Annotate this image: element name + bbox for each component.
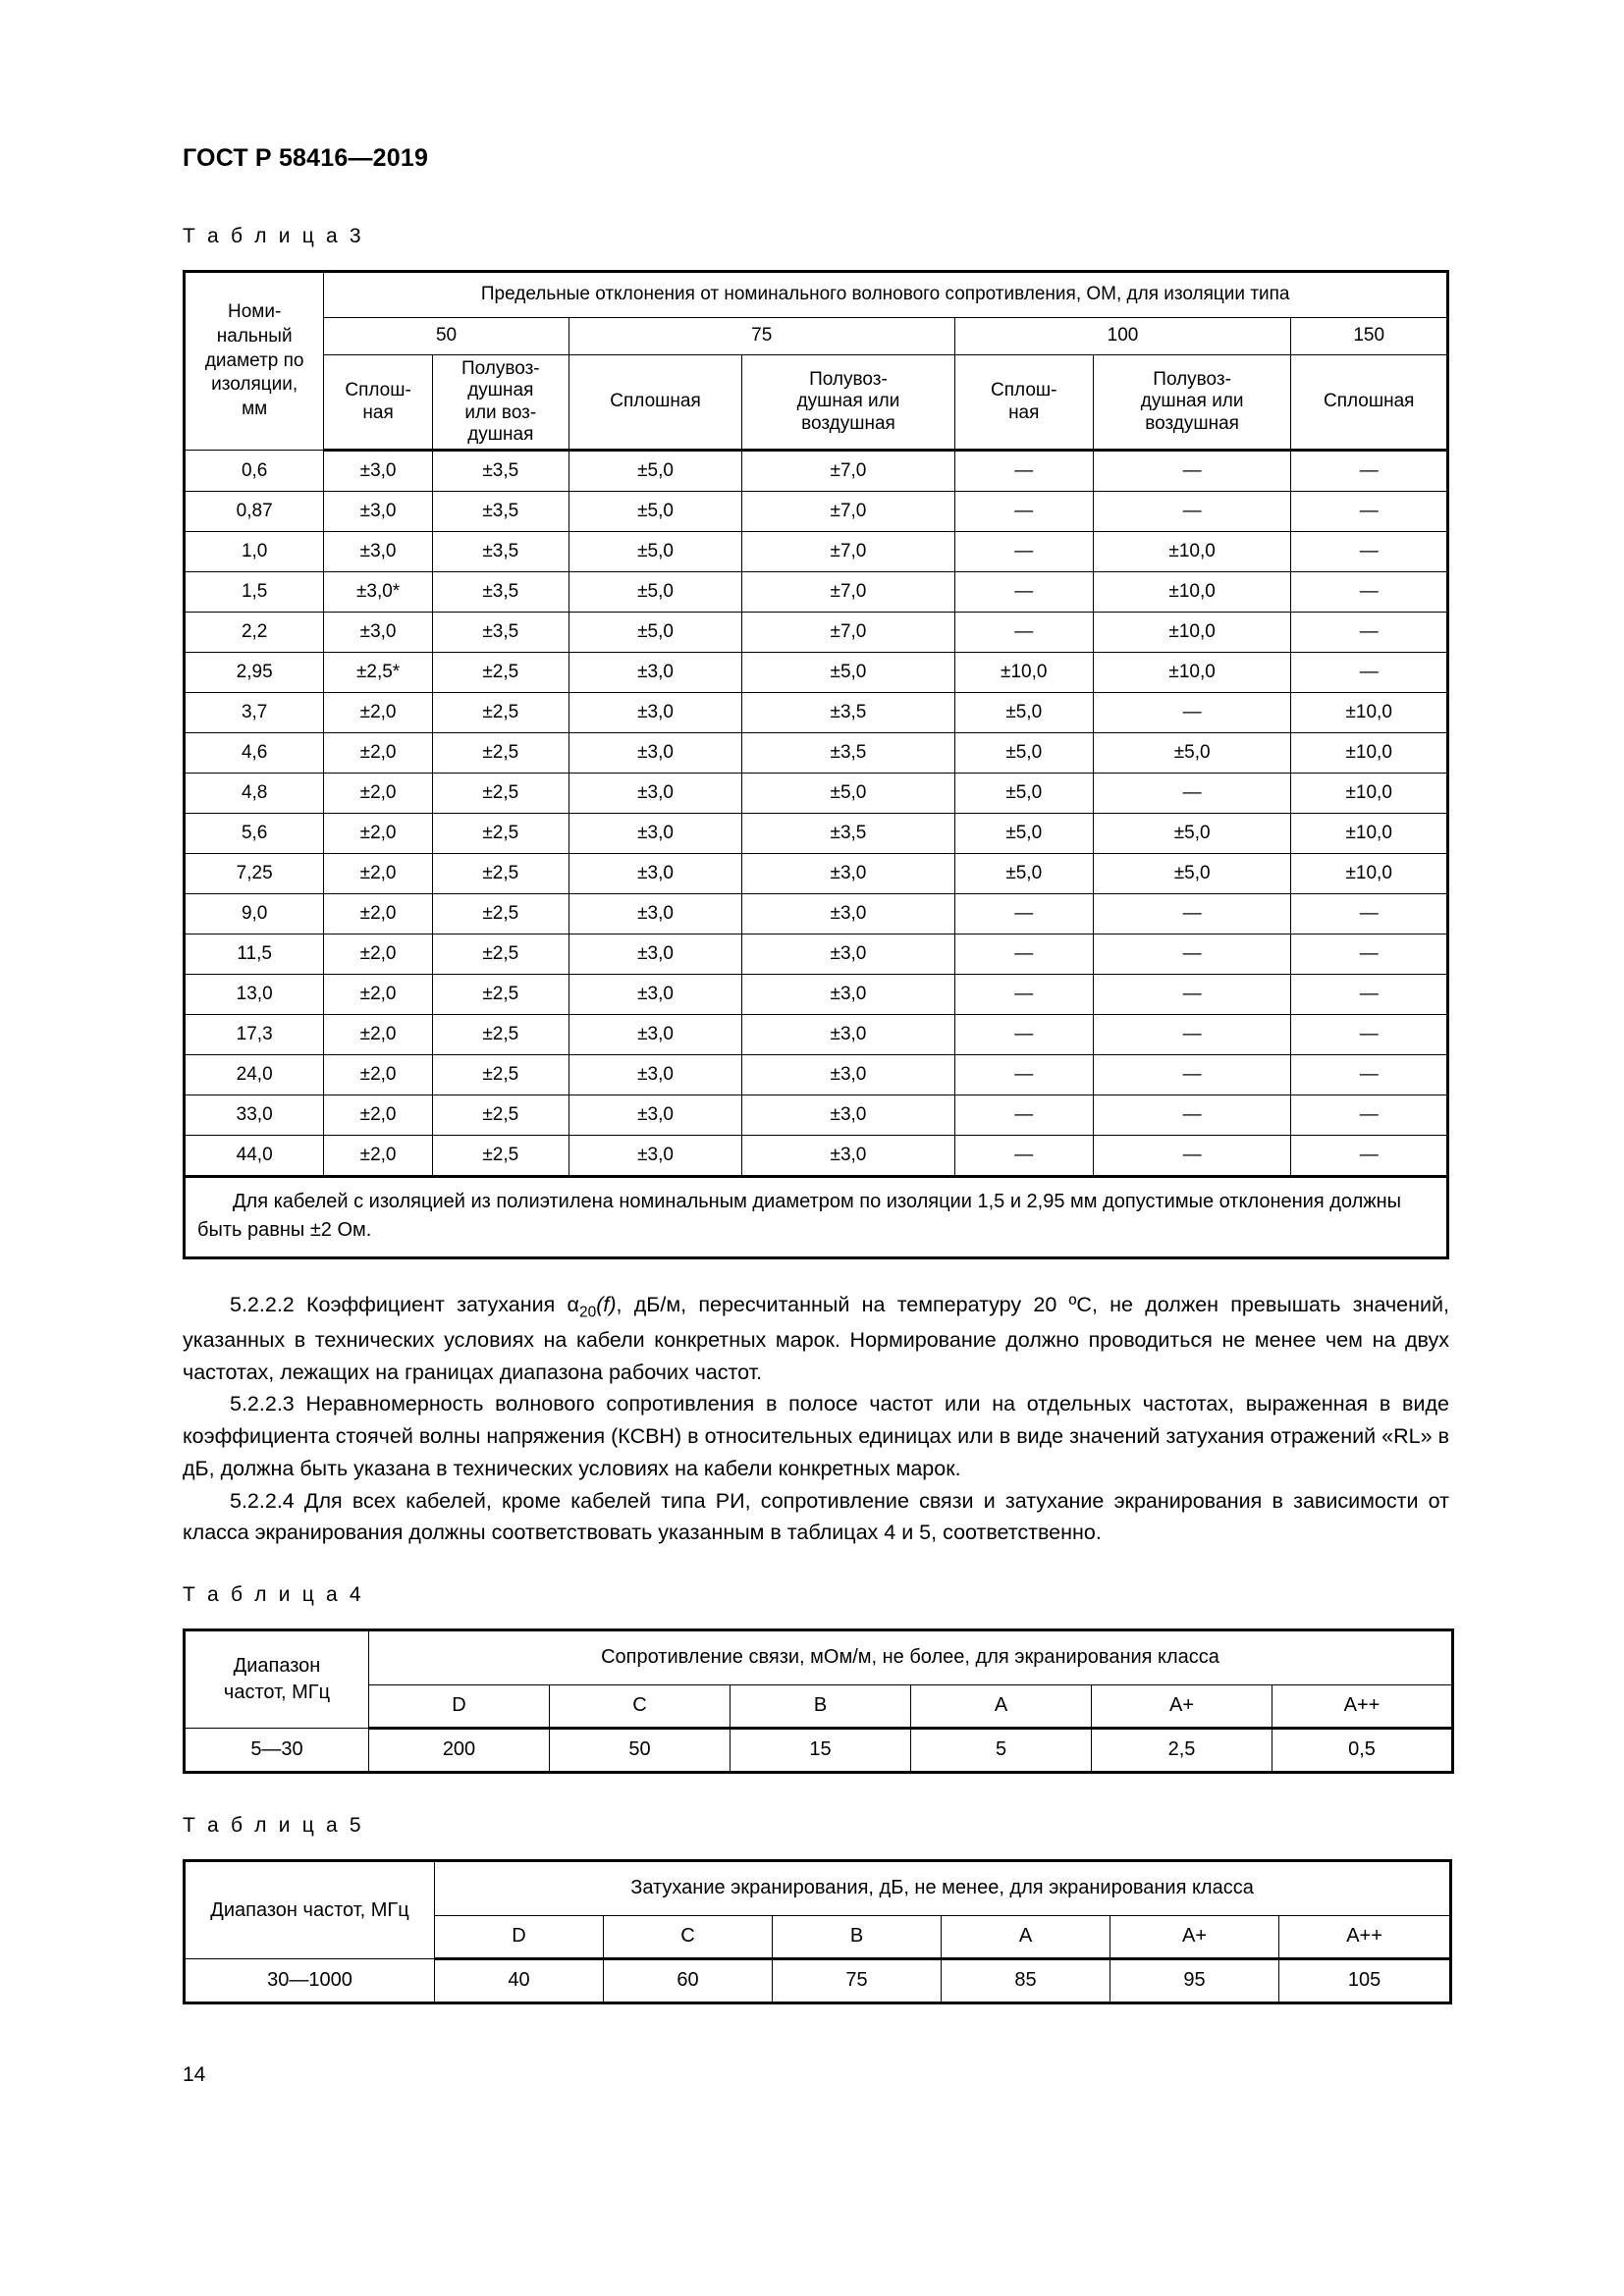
table3-cell-value: ±3,0 (742, 854, 954, 894)
table3-cell-value: — (954, 1095, 1093, 1136)
table3-caption: Т а б л и ц а 3 (183, 224, 364, 247)
table3-cell-value: ±5,0 (954, 693, 1093, 733)
table3-cell-value: — (954, 1136, 1093, 1177)
table3-subheader-4: Сплош- ная (954, 354, 1093, 451)
table3-cell-value: ±5,0 (954, 774, 1093, 814)
table3-cell-value: — (1291, 934, 1448, 975)
table3-cell-value: ±2,5 (432, 854, 568, 894)
table4-cell-value: 50 (550, 1729, 731, 1773)
table4-row (185, 1729, 1453, 1773)
table3-cell-value: — (954, 572, 1093, 613)
table4-cell-value: 5 (911, 1729, 1092, 1773)
table3-cell-value: — (954, 492, 1093, 532)
table5-cell-value: 95 (1110, 1959, 1279, 2003)
table3-cell-value: ±3,5 (432, 532, 568, 572)
table3-subheader-5: Полувоз- душная или воздушная (1093, 354, 1291, 451)
table3-cell-value: ±2,5 (432, 1136, 568, 1177)
table3-cell-value: ±7,0 (742, 532, 954, 572)
page-number: 14 (183, 2063, 206, 2086)
table3-cell-value: ±2,5* (324, 653, 432, 693)
table3-cell-value: ±3,0 (568, 894, 742, 934)
table5-class-Ap: A+ (1110, 1916, 1279, 1959)
table4-row-label: Диапазон частот, МГц (185, 1630, 369, 1729)
table3-cell-value: ±2,5 (432, 975, 568, 1015)
table3-cell-value: ±2,0 (324, 934, 432, 975)
table3-cell-value: ±3,5 (742, 733, 954, 774)
table4-header-row-2 (185, 1685, 1453, 1729)
table3-cell-value: ±10,0 (1093, 613, 1291, 653)
table5-cell-value: 40 (435, 1959, 604, 2003)
table3-subheader-3: Полувоз- душная или воздушная (742, 354, 954, 451)
table3-cell-diameter: 5,6 (185, 814, 324, 854)
table3-cell-value: — (1291, 572, 1448, 613)
table3-footnote: Для кабелей с изоляцией из полиэтилена номинальным диаметром по изоляции 1,5 и 2,95 мм допустимые отклонения должны быть равны ±2 Ом. (185, 1177, 1448, 1258)
table3-cell-value: ±2,5 (432, 934, 568, 975)
table3-cell-value: — (1291, 532, 1448, 572)
table3-cell-value: ±3,0 (324, 451, 432, 492)
table3-cell-value: ±2,5 (432, 1055, 568, 1095)
table4-cell-value: 200 (369, 1729, 550, 1773)
table4-header-row-1 (185, 1630, 1453, 1685)
para-5222-part-b: , дБ/м, пересчитанный на температуру 20 ºС, не должен превышать значений, указанных в технических условиях на кабели конкретных марок. Нормирование должно проводиться не менее чем на двух частотах, лежащих на границах диапазона рабочих частот. (183, 1293, 1450, 1384)
table-5 (183, 1859, 1452, 2004)
table3-cell-value: — (954, 532, 1093, 572)
para-5222-subscript: 20 (578, 1304, 597, 1321)
table4-class-B: B (731, 1685, 911, 1729)
table3-cell-value: ±5,0 (1093, 733, 1291, 774)
table3-cell-value: ±5,0 (568, 613, 742, 653)
table3-cell-value: — (954, 975, 1093, 1015)
table3-cell-value: ±5,0 (1093, 814, 1291, 854)
table3-cell-value: ±3,0* (324, 572, 432, 613)
table3-cell-value: ±3,5 (742, 693, 954, 733)
table3-row (185, 733, 1448, 774)
table3-subheader-6: Сплошная (1291, 354, 1448, 451)
table3-cell-value: ±3,5 (432, 613, 568, 653)
table3-cell-value: — (1093, 492, 1291, 532)
table3-cell-value: — (1093, 1055, 1291, 1095)
table3-cell-value: — (1093, 894, 1291, 934)
table4-class-D: D (369, 1685, 550, 1729)
table5-row-label: Диапазон частот, МГц (185, 1861, 435, 1959)
table3-cell-value: ±10,0 (1093, 532, 1291, 572)
table3-cell-value: ±5,0 (954, 733, 1093, 774)
table3-cell-value: — (1093, 693, 1291, 733)
table3-body (185, 451, 1448, 1177)
table3-cell-value: ±3,0 (568, 733, 742, 774)
table3-cell-diameter: 24,0 (185, 1055, 324, 1095)
table3-cell-value: — (1291, 613, 1448, 653)
table4-class-App: A++ (1272, 1685, 1453, 1729)
table3-cell-value: ±3,0 (568, 1015, 742, 1055)
table3-cell-value: ±3,0 (742, 894, 954, 934)
table4-cell-range: 5—30 (185, 1729, 369, 1773)
para-5222-part-a: 5.2.2.2 Коэффициент затухания α (230, 1293, 579, 1317)
table3-cell-diameter: 7,25 (185, 854, 324, 894)
table3-cell-value: ±3,0 (568, 814, 742, 854)
table-4 (183, 1629, 1454, 1774)
table3-cell-value: ±3,0 (568, 1055, 742, 1095)
table3-cell-value: ±10,0 (1291, 774, 1448, 814)
paragraph-5-2-2-4: 5.2.2.4 Для всех кабелей, кроме кабелей типа РИ, сопротивление связи и затухание экранирования в зависимости от класса экранирования должны соответствовать указанным в таблицах 4 и 5, соответственно. (183, 1488, 1449, 1545)
table3-cell-diameter: 33,0 (185, 1095, 324, 1136)
table3-cell-value: ±3,0 (742, 1136, 954, 1177)
table3-cell-value: ±2,0 (324, 1015, 432, 1055)
table3-cell-value: ±10,0 (1291, 733, 1448, 774)
table4-caption: Т а б л и ц а 4 (183, 1582, 364, 1606)
table3-cell-value: ±5,0 (568, 451, 742, 492)
table3-cell-value: — (1291, 1136, 1448, 1177)
table3-row (185, 572, 1448, 613)
table3-cell-value: — (954, 934, 1093, 975)
table3-cell-value: — (1093, 934, 1291, 975)
table3-cell-value: ±3,0 (324, 532, 432, 572)
table3-cell-value: ±5,0 (954, 814, 1093, 854)
table3-row (185, 774, 1448, 814)
table3-row (185, 1136, 1448, 1177)
table3-group-150: 150 (1291, 317, 1448, 354)
table5-class-App: A++ (1279, 1916, 1451, 1959)
table3-cell-diameter: 44,0 (185, 1136, 324, 1177)
table3-row (185, 894, 1448, 934)
table3-cell-value: — (1093, 1015, 1291, 1055)
table3-cell-value: ±2,5 (432, 1095, 568, 1136)
table3-row (185, 1095, 1448, 1136)
table5-caption: Т а б л и ц а 5 (183, 1814, 364, 1838)
table3-cell-value: ±5,0 (1093, 854, 1291, 894)
table3-cell-value: — (954, 613, 1093, 653)
table3-cell-value: ±10,0 (1093, 653, 1291, 693)
table3-cell-value: ±3,5 (432, 451, 568, 492)
table3-cell-diameter: 0,6 (185, 451, 324, 492)
table3-cell-value: ±3,5 (432, 572, 568, 613)
table4-cell-value: 15 (731, 1729, 911, 1773)
table4-class-A: A (911, 1685, 1092, 1729)
table3-cell-value: ±3,0 (742, 1095, 954, 1136)
table3-row (185, 975, 1448, 1015)
table3-cell-value: ±5,0 (568, 492, 742, 532)
table3-cell-value: — (1291, 894, 1448, 934)
table3-cell-value: ±2,5 (432, 653, 568, 693)
table-3 (183, 270, 1449, 1260)
table5-class-C: C (604, 1916, 773, 1959)
table3-cell-value: ±5,0 (954, 854, 1093, 894)
table5-cell-value: 85 (942, 1959, 1110, 2003)
table3-cell-value: ±5,0 (742, 653, 954, 693)
table3-cell-value: ±3,5 (742, 814, 954, 854)
table3-cell-value: — (1093, 1136, 1291, 1177)
table3-cell-value: ±3,0 (568, 1095, 742, 1136)
table3-row (185, 854, 1448, 894)
table5-class-B: B (773, 1916, 942, 1959)
table3-cell-value: ±3,0 (568, 975, 742, 1015)
table3-row (185, 693, 1448, 733)
table3-cell-value: ±2,5 (432, 774, 568, 814)
document-header: ГОСТ Р 58416—2019 (183, 144, 429, 172)
table3-cell-value: ±3,0 (568, 934, 742, 975)
table3-cell-diameter: 0,87 (185, 492, 324, 532)
table4-class-Ap: A+ (1092, 1685, 1272, 1729)
table3-cell-value: — (1291, 653, 1448, 693)
table3-cell-value: ±2,5 (432, 693, 568, 733)
table3-cell-value: ±7,0 (742, 572, 954, 613)
table3-cell-diameter: 3,7 (185, 693, 324, 733)
table3-subheader-2: Сплошная (568, 354, 742, 451)
table3-row-label: Номи- нальный диаметр по изоляции, мм (185, 271, 324, 451)
table3-cell-value: ±5,0 (568, 532, 742, 572)
table3-cell-value: — (1291, 975, 1448, 1015)
table4-header-span: Сопротивление связи, мОм/м, не более, для экранирования класса (369, 1630, 1453, 1685)
table3-group-75: 75 (568, 317, 954, 354)
table3-cell-value: ±3,0 (568, 854, 742, 894)
table3-cell-diameter: 4,6 (185, 733, 324, 774)
table3-group-50: 50 (324, 317, 568, 354)
table3-cell-value: ±2,0 (324, 733, 432, 774)
table4-cell-value: 0,5 (1272, 1729, 1453, 1773)
table3-cell-value: ±2,0 (324, 975, 432, 1015)
table3-cell-value: ±2,5 (432, 733, 568, 774)
table3-cell-value: ±3,0 (742, 934, 954, 975)
table5-cell-range: 30—1000 (185, 1959, 435, 2003)
table3-cell-diameter: 1,0 (185, 532, 324, 572)
table3-cell-value: ±3,0 (742, 1015, 954, 1055)
table3-cell-value: — (1291, 451, 1448, 492)
table3-cell-diameter: 2,2 (185, 613, 324, 653)
table5-header-row-1 (185, 1861, 1451, 1916)
table3-cell-value: ±3,0 (568, 1136, 742, 1177)
table3-cell-value: — (1291, 1055, 1448, 1095)
table3-cell-value: ±3,0 (324, 492, 432, 532)
table3-cell-value: ±7,0 (742, 613, 954, 653)
page-content (183, 145, 1449, 2004)
table3-cell-value: ±3,5 (432, 492, 568, 532)
paragraph-5-2-2-3: 5.2.2.3 Неравномерность волнового сопротивления в полосе частот или на отдельных частотах, выраженная в виде коэффициента стоячей волны напряжения (КСВН) в относительных единицах или в виде значений затухания отражений «RL» в дБ, должна быть указана в технических условиях на кабели конкретных марок. (183, 1392, 1449, 1480)
table5-cell-value: 75 (773, 1959, 942, 2003)
table3-cell-value: ±2,0 (324, 814, 432, 854)
table3-cell-value: ±2,0 (324, 894, 432, 934)
table3-cell-value: ±3,0 (324, 613, 432, 653)
table4-body (185, 1729, 1453, 1773)
table3-cell-value: ±2,5 (432, 1015, 568, 1055)
table3-cell-value: — (1291, 1095, 1448, 1136)
table3-row (185, 814, 1448, 854)
para-5222-f: (f) (596, 1293, 617, 1317)
table3-cell-diameter: 13,0 (185, 975, 324, 1015)
table3-footnote-row (185, 1177, 1448, 1258)
table3-cell-value: ±2,0 (324, 854, 432, 894)
table3-row (185, 1015, 1448, 1055)
table3-cell-value: ±5,0 (742, 774, 954, 814)
table5-row (185, 1959, 1451, 2003)
paragraph-5-2-2-2 (183, 1289, 1449, 1388)
table3-row (185, 492, 1448, 532)
table3-cell-value: ±7,0 (742, 451, 954, 492)
table3-cell-value: ±10,0 (954, 653, 1093, 693)
table3-cell-value: — (1093, 451, 1291, 492)
table3-cell-value: — (1291, 492, 1448, 532)
table5-header-span: Затухание экранирования, дБ, не менее, для экранирования класса (435, 1861, 1451, 1916)
table3-cell-value: ±2,0 (324, 693, 432, 733)
table3-cell-diameter: 1,5 (185, 572, 324, 613)
table3-cell-diameter: 2,95 (185, 653, 324, 693)
table3-cell-value: — (954, 1055, 1093, 1095)
table3-cell-value: ±2,5 (432, 894, 568, 934)
table3-header-row-3 (185, 354, 1448, 451)
table3-cell-value: ±2,0 (324, 1095, 432, 1136)
table3-cell-diameter: 11,5 (185, 934, 324, 975)
table3-row (185, 934, 1448, 975)
table3-cell-value: ±10,0 (1291, 854, 1448, 894)
table3-cell-diameter: 17,3 (185, 1015, 324, 1055)
table3-cell-value: ±3,0 (742, 975, 954, 1015)
table5-class-A: A (942, 1916, 1110, 1959)
table3-header-span: Предельные отклонения от номинального волнового сопротивления, ОМ, для изоляции типа (324, 271, 1448, 317)
table3-cell-value: ±2,0 (324, 1136, 432, 1177)
table3-row (185, 653, 1448, 693)
table3-cell-value: — (1093, 774, 1291, 814)
table3-header-row-1 (185, 271, 1448, 317)
table4-cell-value: 2,5 (1092, 1729, 1272, 1773)
table3-cell-value: — (954, 451, 1093, 492)
table3-cell-value: — (1093, 1095, 1291, 1136)
table3-cell-value: ±10,0 (1291, 693, 1448, 733)
table3-cell-diameter: 4,8 (185, 774, 324, 814)
table3-group-100: 100 (954, 317, 1291, 354)
table3-row (185, 451, 1448, 492)
table3-row (185, 1055, 1448, 1095)
table3-cell-value: — (1093, 975, 1291, 1015)
table5-cell-value: 60 (604, 1959, 773, 2003)
table3-cell-value: ±3,0 (568, 653, 742, 693)
table3-cell-value: ±3,0 (568, 693, 742, 733)
table5-body (185, 1959, 1451, 2003)
table3-cell-value: ±5,0 (568, 572, 742, 613)
table5-class-D: D (435, 1916, 604, 1959)
table3-subheader-1: Полувоз- душная или воз- душная (432, 354, 568, 451)
table3-row (185, 613, 1448, 653)
table3-cell-value: ±3,0 (568, 774, 742, 814)
table3-cell-value: ±2,0 (324, 774, 432, 814)
table3-cell-value: ±10,0 (1291, 814, 1448, 854)
table3-row (185, 532, 1448, 572)
table3-cell-value: — (954, 894, 1093, 934)
table3-cell-value: ±2,5 (432, 814, 568, 854)
table3-cell-value: ±2,0 (324, 1055, 432, 1095)
table5-cell-value: 105 (1279, 1959, 1451, 2003)
table3-cell-value: ±3,0 (742, 1055, 954, 1095)
table3-subheader-0: Сплош- ная (324, 354, 432, 451)
table3-cell-value: — (954, 1015, 1093, 1055)
table3-cell-diameter: 9,0 (185, 894, 324, 934)
table3-cell-value: — (1291, 1015, 1448, 1055)
table4-class-C: C (550, 1685, 731, 1729)
body-paragraphs (183, 1289, 1449, 1549)
table3-cell-value: ±7,0 (742, 492, 954, 532)
table3-header-row-2 (185, 317, 1448, 354)
table3-cell-value: ±10,0 (1093, 572, 1291, 613)
